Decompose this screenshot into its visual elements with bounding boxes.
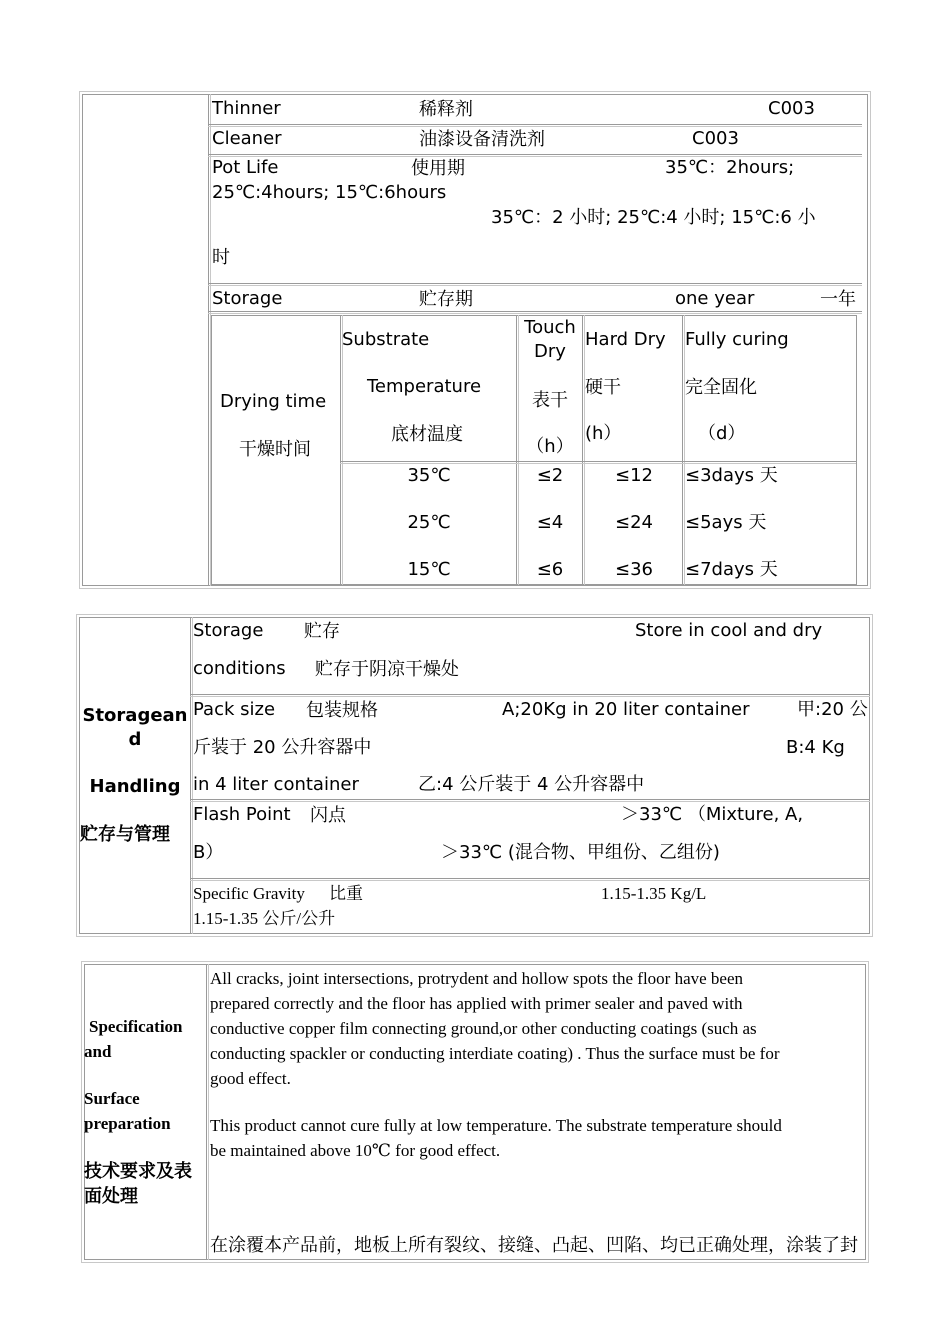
- temperature-header: Temperature: [367, 376, 482, 397]
- fully-curing-unit: （d）: [698, 423, 746, 444]
- spec-label-2: and: [84, 1042, 112, 1061]
- paragraph-line: This product cannot cure fully at low temperature. The substrate temperature should: [210, 1116, 782, 1135]
- pot-life-label-cn: 使用期: [411, 158, 465, 178]
- drying-header-divider: [340, 461, 856, 462]
- storage-conditions-value-cn: 贮存于阴凉干燥处: [315, 659, 459, 679]
- flash-point-value: ＞33℃ （Mixture, A,: [621, 804, 804, 825]
- storage-label: Storage: [212, 288, 283, 309]
- paragraph-line: good effect.: [210, 1069, 291, 1088]
- thinner-code: C003: [768, 98, 815, 119]
- handling-label: Storagean: [82, 705, 188, 726]
- row-divider: [190, 878, 870, 879]
- pot-life-label: Pot Life: [212, 157, 279, 178]
- spec-label-4: preparation: [84, 1114, 171, 1133]
- thinner-label: Thinner: [212, 98, 281, 119]
- spec-label: Specification: [89, 1017, 183, 1036]
- pack-size-value-b-2: in 4 liter container: [193, 774, 359, 795]
- pot-life-value: 35℃：2hours;: [665, 157, 795, 178]
- specific-gravity-label: Specific Gravity: [193, 884, 305, 903]
- pack-size-value-b: B:4 Kg: [786, 737, 845, 758]
- pack-size-value-a-cn: 甲:20 公: [797, 699, 868, 720]
- substrate-header: Substrate: [342, 329, 430, 350]
- row-touch: ≤4: [536, 512, 564, 533]
- touch-dry-header-2: Dry: [534, 341, 566, 362]
- hard-dry-header-cn: 硬干: [585, 377, 621, 397]
- touch-dry-unit: （h）: [526, 436, 574, 457]
- pot-life-value-cn-wrap: 时: [212, 247, 230, 267]
- storage-conditions-label-cn: 贮存: [304, 621, 340, 641]
- drying-time-label-cn: 干燥时间: [239, 439, 311, 459]
- hard-dry-unit: (h）: [585, 423, 622, 444]
- storage-value: one year: [675, 288, 755, 309]
- flash-point-value-cn: ＞33℃ (混合物、甲组份、乙组份): [441, 842, 720, 863]
- flash-point-label-cn: 闪点: [310, 805, 346, 825]
- storage-conditions-label-2: conditions: [193, 658, 286, 679]
- specific-gravity-value-cn: 1.15-1.35 公斤/公升: [193, 909, 336, 928]
- pack-size-label-cn: 包装规格: [306, 700, 378, 720]
- fully-curing-header-cn: 完全固化: [685, 377, 757, 397]
- storage-value-cn: 一年: [820, 289, 856, 309]
- handling-label-3: Handling: [89, 776, 181, 797]
- row-touch: ≤2: [536, 465, 564, 486]
- storage-conditions-value: Store in cool and dry: [635, 620, 823, 641]
- paragraph-line: conductive copper film connecting ground,or other conducting coatings (such as: [210, 1019, 757, 1038]
- row-touch: ≤6: [536, 559, 564, 580]
- column-divider: [208, 94, 209, 586]
- pack-size-value-a: A;20Kg in 20 liter container: [502, 699, 750, 720]
- row-divider: [208, 154, 862, 155]
- row-divider: [208, 311, 862, 312]
- row-divider: [208, 124, 862, 125]
- substrate-header-cn: 底材温度: [391, 424, 463, 444]
- column-divider: [190, 617, 191, 934]
- flash-point-value-2: B）: [193, 842, 224, 863]
- pack-size-value-a-cn-2: 斤装于 20 公升容器中: [193, 737, 372, 758]
- paragraph-line: All cracks, joint intersections, protrydent and hollow spots the floor have been: [210, 969, 744, 988]
- specific-gravity-value: 1.15-1.35 Kg/L: [601, 884, 707, 903]
- pot-life-value-cn: 35℃：2 小时; 25℃:4 小时; 15℃:6 小: [491, 207, 816, 228]
- cleaner-code: C003: [692, 128, 739, 149]
- drying-col-divider: [682, 315, 683, 585]
- drying-col-divider: [340, 315, 341, 585]
- row-divider: [190, 694, 870, 695]
- spec-paragraph-cn: 在涂覆本产品前，地板上所有裂纹、接缝、凸起、凹陷、均已正确处理，涂装了封: [210, 1235, 858, 1255]
- fully-curing-header: Fully curing: [685, 329, 789, 350]
- thinner-label-cn: 稀释剂: [419, 99, 473, 119]
- cleaner-label: Cleaner: [212, 128, 282, 149]
- spec-label-3: Surface: [84, 1089, 140, 1108]
- pack-size-value-b-cn: 乙:4 公斤装于 4 公升容器中: [418, 774, 645, 795]
- touch-dry-header: Touch: [524, 317, 576, 338]
- hard-dry-header: Hard Dry: [585, 329, 666, 350]
- paragraph-line: conducting spackler or conducting interdiate coating) . Thus the surface must be for: [210, 1044, 780, 1063]
- row-divider: [208, 283, 862, 284]
- row-hard: ≤24: [615, 512, 653, 533]
- row-full: ≤7days 天: [685, 559, 778, 580]
- column-divider: [206, 964, 207, 1260]
- specific-gravity-label-cn: 比重: [329, 884, 363, 903]
- pack-size-label: Pack size: [193, 699, 276, 720]
- row-hard: ≤36: [615, 559, 653, 580]
- storage-conditions-label: Storage: [193, 620, 264, 641]
- cleaner-label-cn: 油漆设备清洗剂: [419, 129, 545, 149]
- row-temp: 25℃: [407, 512, 451, 533]
- paragraph-line: be maintained above 10℃ for good effect.: [210, 1141, 501, 1160]
- spec-label-cn: 技术要求及表: [84, 1161, 192, 1181]
- row-divider: [190, 799, 870, 800]
- storage-label-cn: 贮存期: [419, 289, 473, 309]
- flash-point-label: Flash Point: [193, 804, 291, 825]
- row-full: ≤5ays 天: [685, 512, 767, 533]
- drying-col-divider: [582, 315, 583, 585]
- row-temp: 15℃: [407, 559, 451, 580]
- paragraph-line: prepared correctly and the floor has applied with primer sealer and paved with: [210, 994, 743, 1013]
- touch-dry-header-cn: 表干: [532, 390, 568, 410]
- drying-col-divider: [516, 315, 517, 585]
- handling-label-cn: 贮存与管理: [80, 824, 170, 844]
- handling-label-2: d: [128, 729, 142, 750]
- drying-time-label: Drying time: [220, 391, 327, 412]
- row-full: ≤3days 天: [685, 465, 778, 486]
- spec-label-cn-2: 面处理: [84, 1186, 138, 1206]
- pot-life-value-cont: 25℃:4hours; 15℃:6hours: [212, 182, 447, 203]
- row-temp: 35℃: [407, 465, 451, 486]
- row-hard: ≤12: [615, 465, 653, 486]
